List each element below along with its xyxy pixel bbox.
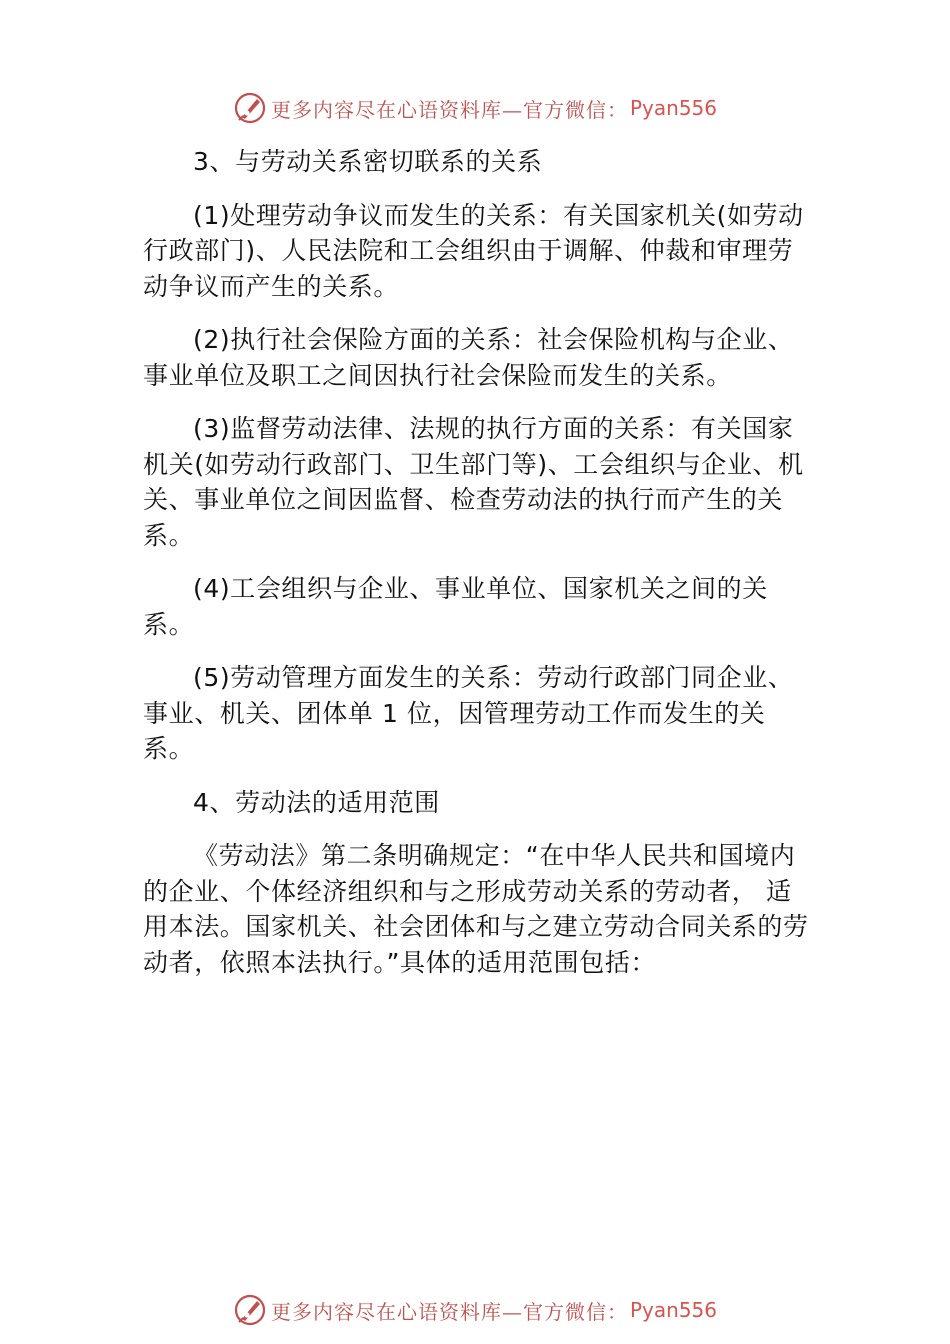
paragraph-scope: 《劳动法》第二条明确规定：“在中华人民共和国境内的企业、个体经济组织和与之形成劳动关系的劳动者， 适用本法。国家机关、社会团体和与之建立劳动合同关系的劳动者，依照本法执行。”具体的适用范围包括： [143, 841, 809, 977]
paragraph-item-2: (2)执行社会保险方面的关系：社会保险机构与企业、事业单位及职工之间因执行社会保险而发生的关系。 [143, 325, 794, 390]
pen-logo-icon [233, 91, 267, 125]
paragraph-item-5: (5)劳动管理方面发生的关系：劳动行政部门同企业、事业、机关、团体单 1 位，因管理劳动工作而发生的关系。 [143, 663, 794, 763]
paragraph-item-4: (4)工会组织与企业、事业单位、国家机关之间的关系。 [143, 574, 768, 639]
paragraph-item-1: (1)处理劳动争议而发生的关系：有关国家机关(如劳动行政部门)、人民法院和工会组织由于调解、仲裁和审理劳动争议而产生的关系。 [143, 200, 804, 301]
banner-text: 更多内容尽在心语资料库—官方微信： [270, 1299, 628, 1324]
header-banner [0, 88, 950, 128]
section-heading-3: 3、与劳动关系密切联系的关系 [193, 147, 543, 176]
footer-banner [0, 1290, 950, 1330]
section-heading-4: 4、劳动法的适用范围 [193, 787, 440, 817]
banner-wechat-id: Pyan556 [629, 1298, 717, 1322]
banner-wechat-id: Pyan556 [629, 96, 717, 120]
banner-text: 更多内容尽在心语资料库—官方微信： [270, 97, 628, 122]
paragraph-item-3: (3)监督劳动法律、法规的执行方面的关系：有关国家机关(如劳动行政部门、卫生部门等)、工会组织与企业、机关、事业单位之间因监督、检查劳动法的执行而产生的关系。 [143, 414, 804, 550]
document-body [143, 144, 815, 998]
pen-logo-icon [233, 1293, 267, 1327]
